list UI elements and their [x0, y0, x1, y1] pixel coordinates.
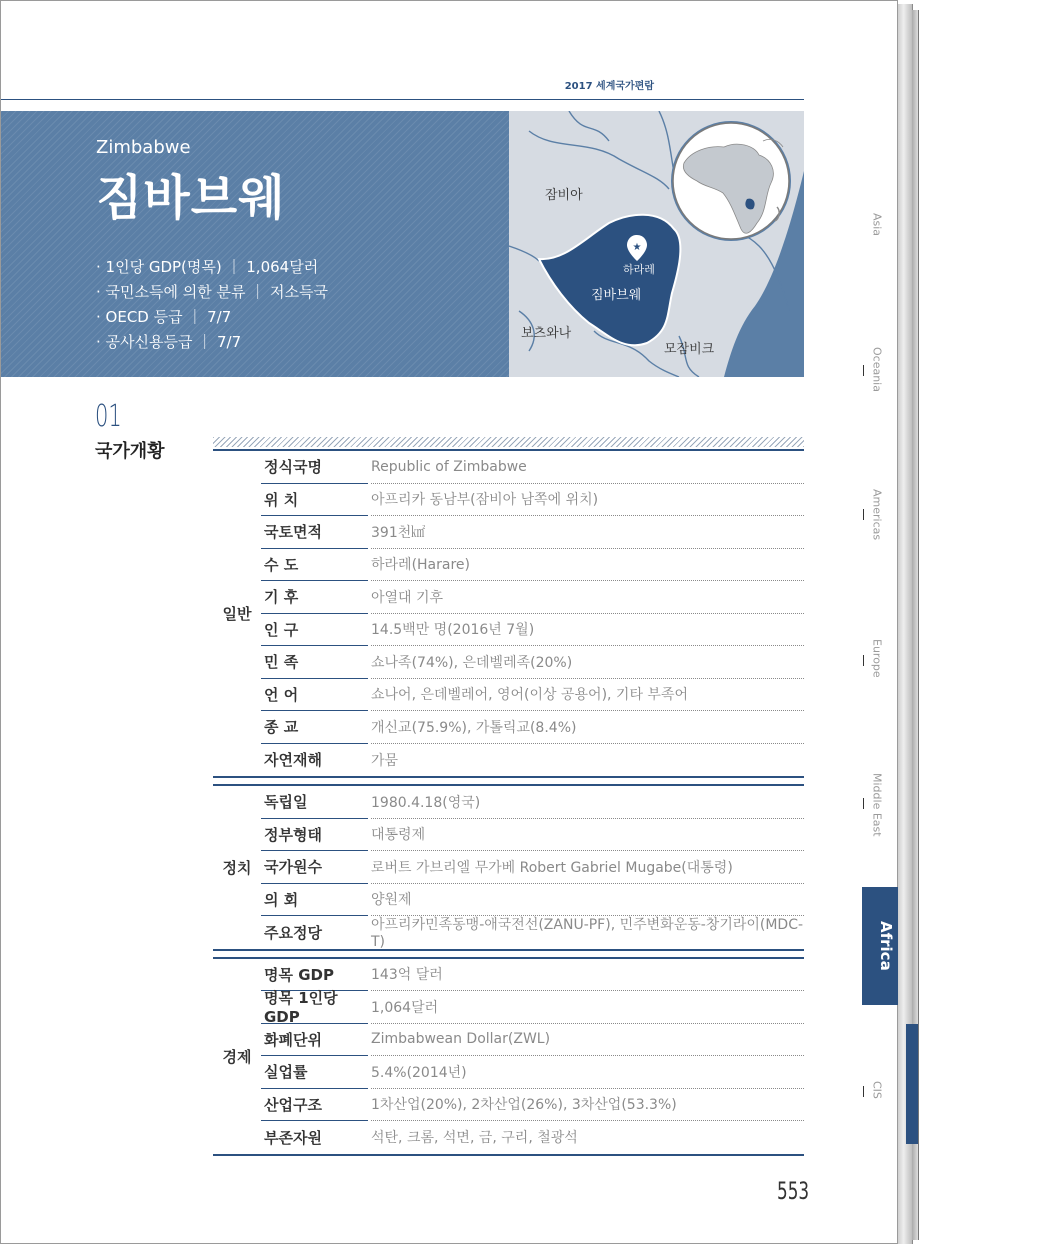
group-general: [213, 449, 804, 778]
fact-income-class: · 국민소득에 의한 분류 ｜ 저소득국: [96, 283, 328, 301]
side-tab-divider: [863, 655, 864, 666]
row-value: 석탄, 크롬, 석면, 금, 구리, 철광석: [371, 1130, 578, 1147]
table-row: [261, 786, 804, 819]
fact-credit-grade: · 공사신용등급 ｜ 7/7: [96, 333, 242, 351]
row-label: 의 회: [261, 884, 368, 917]
side-tab-divider: [863, 1086, 864, 1097]
side-tab-oceania[interactable]: Oceania: [870, 347, 884, 392]
table-row: [261, 451, 804, 484]
table-row: [261, 581, 804, 614]
running-head: 2017 세계국가편람: [564, 81, 654, 92]
side-tab-divider: [863, 509, 864, 520]
row-label: 민 족: [261, 646, 368, 679]
row-value: 아프리카 동남부(잠비아 남쪽에 위치): [371, 484, 804, 517]
row-label: 정식국명: [261, 451, 368, 484]
table-row: [261, 819, 804, 852]
table-row: [261, 549, 804, 582]
table-row: [261, 1121, 804, 1154]
row-value: 하라레(Harare): [371, 549, 804, 582]
group-politics: [213, 784, 804, 951]
table-row: [261, 916, 804, 949]
row-value: 5.4%(2014년): [371, 1056, 804, 1089]
row-label: 기 후: [261, 581, 368, 614]
country-english-name: Zimbabwe: [96, 137, 191, 158]
fact-gdp: · 1인당 GDP(명목) ｜ 1,064달러: [96, 258, 319, 276]
side-tab-europe[interactable]: Europe: [870, 639, 884, 678]
book-edge-tab-marker: [906, 1024, 918, 1144]
section-hatch-bar: [213, 437, 804, 447]
row-value: Republic of Zimbabwe: [371, 451, 804, 484]
map-graphic: [509, 111, 804, 377]
row-value: 로버트 가브리엘 무가베 Robert Gabriel Mugabe(대통령): [371, 851, 804, 884]
group-label: 경제: [222, 1047, 252, 1066]
group-label: 정치: [222, 858, 252, 877]
side-tab-americas[interactable]: Americas: [870, 489, 884, 541]
table-row: [261, 851, 804, 884]
row-value: 대통령제: [371, 819, 804, 852]
side-tab-africa-label: Africa: [877, 921, 895, 971]
row-value: 아열대 기후: [371, 581, 804, 614]
map-label-harare: 하라레: [623, 263, 655, 276]
table-row: [261, 516, 804, 549]
table-row: [261, 884, 804, 917]
row-value: 14.5백만 명(2016년 7월): [371, 614, 804, 647]
row-label: 국토면적: [261, 516, 368, 549]
row-label: 인 구: [261, 614, 368, 647]
header-rule: [1, 99, 804, 100]
row-label: 화폐단위: [261, 1024, 368, 1057]
table-row: [261, 959, 804, 992]
row-label: 독립일: [261, 786, 368, 819]
row-label: 수 도: [261, 549, 368, 582]
row-value: 1차산업(20%), 2차산업(26%), 3차산업(53.3%): [371, 1089, 804, 1122]
row-label: 명목 GDP: [261, 959, 368, 992]
row-label: 언 어: [261, 679, 368, 712]
section-title: 국가개황: [95, 441, 165, 462]
table-row: [261, 484, 804, 517]
row-label: 실업률: [261, 1056, 368, 1089]
table-row: [261, 711, 804, 744]
table-row: [261, 744, 804, 777]
row-value: 1,064달러: [371, 991, 804, 1024]
group-label: 일반: [222, 605, 252, 623]
row-label: 부존자원: [264, 1128, 322, 1147]
table-row: [261, 989, 804, 1027]
row-value: 가뭄: [371, 752, 399, 769]
side-tab-divider: [863, 365, 864, 376]
table-row: [261, 679, 804, 712]
map-label-zambia: 잠비아: [545, 188, 583, 203]
row-value: 개신교(75.9%), 가톨릭교(8.4%): [371, 711, 804, 744]
table-row: [261, 646, 804, 679]
row-label: 자연재해: [264, 751, 322, 770]
table-row: [261, 1089, 804, 1122]
row-label: 주요정당: [264, 923, 322, 942]
side-tab-divider: [863, 798, 864, 809]
table-row: [261, 1056, 804, 1089]
table-row: [261, 614, 804, 647]
row-label: 산업구조: [261, 1089, 368, 1122]
row-value: 쇼나어, 은데벨레어, 영어(이상 공용어), 기타 부족어: [371, 679, 804, 712]
map-label-botswana: 보츠와나: [521, 326, 572, 341]
row-label: 종 교: [261, 711, 368, 744]
row-value: 143억 달러: [371, 959, 804, 992]
group-economy: [213, 957, 804, 1156]
row-label: 명목 1인당 GDP: [261, 991, 368, 1024]
row-label: 위 치: [261, 484, 368, 517]
row-value: 양원제: [371, 884, 804, 917]
country-korean-name: 짐바브웨: [96, 170, 286, 226]
map-label-mozambique: 모잠비크: [664, 342, 715, 357]
side-tab-asia[interactable]: Asia: [870, 213, 884, 237]
fact-oecd-grade: · OECD 등급 ｜ 7/7: [96, 308, 232, 326]
table-row: [261, 1024, 804, 1057]
row-value: 391천㎢: [371, 516, 804, 549]
side-tab-cis[interactable]: CIS: [870, 1081, 884, 1099]
row-label: 국가원수: [261, 851, 368, 884]
key-facts: [96, 255, 328, 355]
section-number: 01: [95, 399, 122, 434]
row-label: 정부형태: [261, 819, 368, 852]
page-number: 553: [777, 1177, 810, 1205]
svg-text:★: ★: [632, 242, 642, 253]
row-value: 쇼나족(74%), 은데벨레족(20%): [371, 646, 804, 679]
location-map: [509, 111, 804, 377]
row-value: 1980.4.18(영국): [371, 786, 804, 819]
map-label-zimbabwe: 짐바브웨: [591, 288, 642, 303]
africa-locator-globe: [671, 121, 791, 241]
row-value: 아프리카민족동맹-애국전선(ZANU-PF), 민주변화운동-창기라이(MDC-T): [371, 917, 804, 951]
row-value: Zimbabwean Dollar(ZWL): [371, 1024, 804, 1057]
side-tab-middle-east[interactable]: Middle East: [870, 773, 884, 837]
country-overview-table: [213, 449, 804, 1156]
